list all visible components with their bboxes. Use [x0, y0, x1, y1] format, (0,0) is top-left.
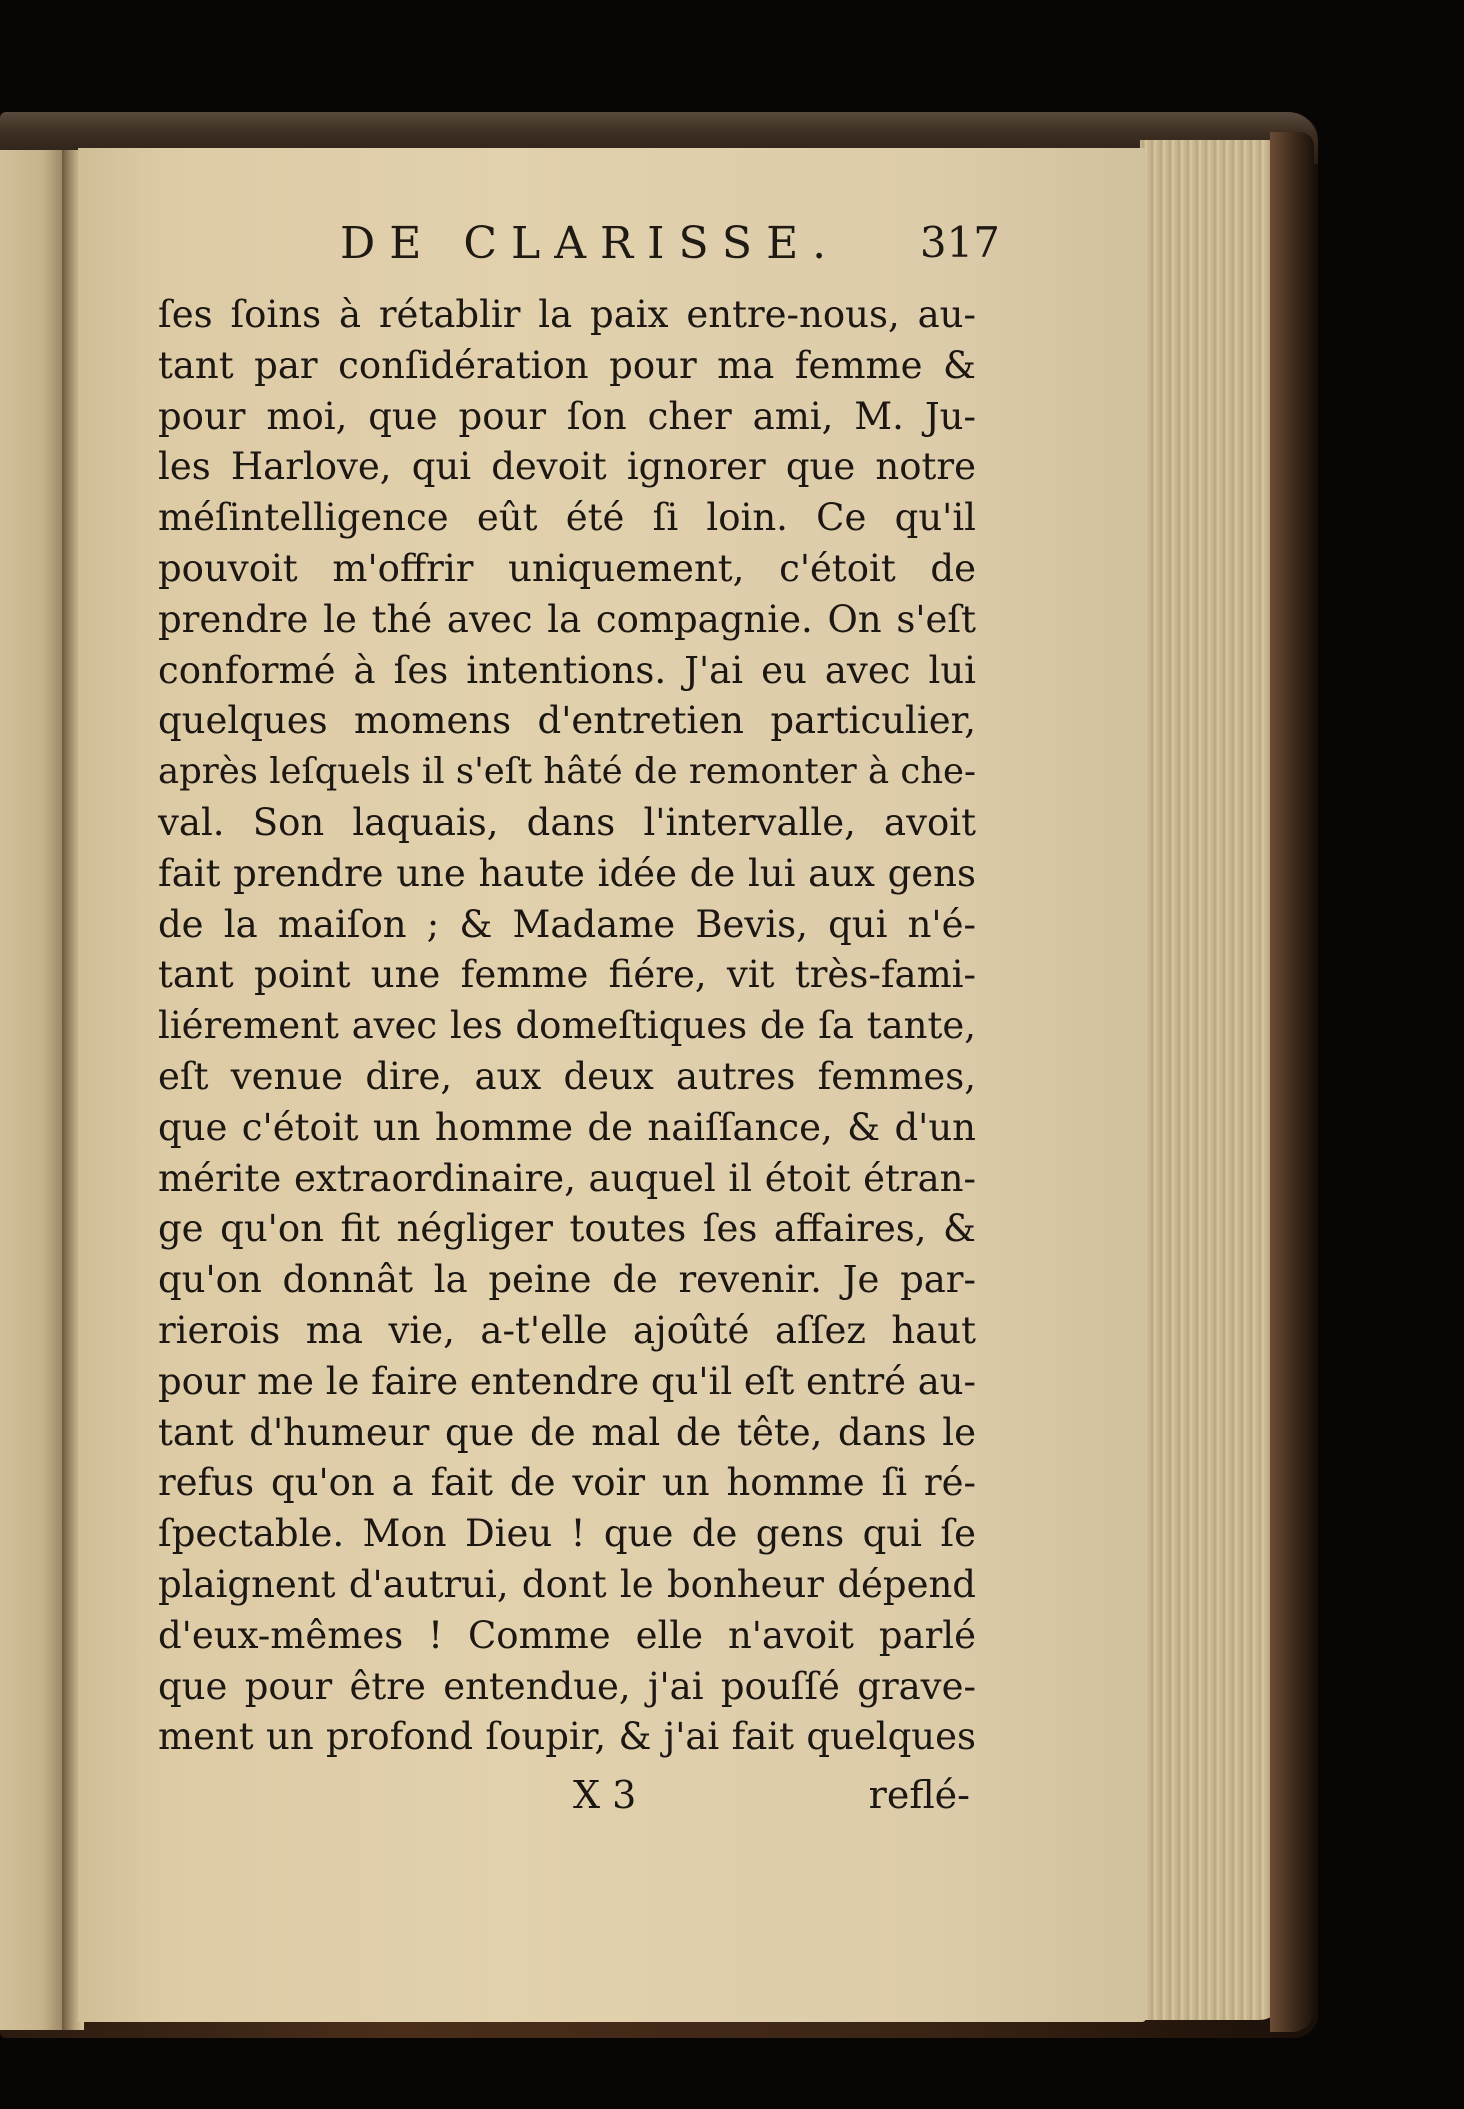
text-line: tant par conſidération pour ma femme & [158, 343, 976, 387]
text-line: conformé à ſes intentions. J'ai eu avec lui [158, 648, 976, 692]
text-line: ment un profond ſoupir, & j'ai fait quelques [158, 1715, 976, 1759]
text-line: tant point une femme fiére, vit très-fami- [158, 953, 976, 997]
text-line: ge qu'on fit négliger toutes ſes affaires, & [158, 1207, 976, 1251]
left-page-edge [0, 150, 70, 2030]
page-number: 317 [919, 218, 1000, 267]
text-line: que pour être entendue, j'ai pouſſé grave- [158, 1664, 976, 1708]
text-line: les Harlove, qui devoit ignorer que notre [158, 445, 976, 489]
text-line: pour me le faire entendre qu'il eſt entré au- [158, 1359, 977, 1403]
text-line: refus qu'on a fait de voir un homme ſi ré- [158, 1461, 976, 1505]
text-line: quelques momens d'entretien particulier, [158, 699, 976, 743]
text-line: val. Son laquais, dans l'intervalle, avoit [158, 800, 976, 844]
text-line: eſt venue dire, aux deux autres femmes, [158, 1054, 976, 1098]
text-line: plaignent d'autrui, dont le bonheur dépend [158, 1562, 976, 1606]
text-line: pour moi, que pour ſon cher ami, M. Ju- [158, 394, 976, 438]
text-line: d'eux-mêmes ! Comme elle n'avoit parlé [158, 1613, 976, 1657]
text-line: mérite extraordinaire, auquel il étoit étran- [158, 1156, 976, 1200]
running-header [340, 218, 1000, 278]
text-line: qu'on donnât la peine de revenir. Je par- [158, 1258, 976, 1302]
text-line: ſpectable. Mon Dieu ! que de gens qui ſe [158, 1512, 976, 1556]
text-line: que c'étoit un homme de naiſſance, & d'un [158, 1105, 976, 1149]
running-title: DE CLARISSE. [340, 218, 841, 269]
text-line: méſintelligence eût été ſi loin. Ce qu'il [158, 496, 976, 540]
text-line: après leſquels il s'eſt hâté de remonter à che- [158, 751, 976, 793]
text-line: fait prendre une haute idée de lui aux gens [158, 851, 976, 895]
text-line: liérement avec les domeſtiques de ſa tante, [158, 1004, 976, 1048]
text-line: prendre le thé avec la compagnie. On s'eſt [158, 597, 976, 641]
text-line: tant d'humeur que de mal de tête, dans le [158, 1410, 976, 1454]
page-footer [158, 1773, 976, 1829]
book-cover-right [1270, 132, 1314, 2032]
text-line: pouvoit m'offrir uniquement, c'étoit de [158, 546, 976, 590]
body-text [158, 290, 976, 1763]
catchword: reflé- [868, 1773, 970, 1817]
page-edges [1140, 140, 1280, 2020]
text-line: ſes ſoins à rétablir la paix entre-nous, au- [158, 293, 976, 336]
signature-mark: X 3 [573, 1773, 637, 1817]
text-line: rierois ma vie, a-t'elle ajoûté aſſez haut [158, 1308, 976, 1352]
text-line: de la maiſon ; & Madame Bevis, qui n'é- [158, 902, 976, 946]
